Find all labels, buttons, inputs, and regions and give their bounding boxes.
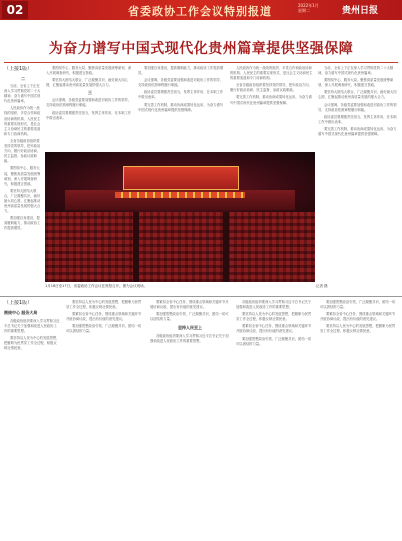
paragraph: 要坚持大团结大联合，广泛凝聚共识，画好最大同心圆，汇聚起推动贵州高质量发展的强大合力。 [4, 188, 41, 214]
paragraph: 要完善工作机制，推动协商成果转化运用，为奋力谱写中国式现代化贵州篇章提供坚强保障。 [138, 102, 224, 112]
aisle [223, 212, 229, 282]
paragraph: 人民政协作为统一战线的组织、多党合作和政治协商的机构、人民民主的重要实现形式，是社会主义协商民主的重要渠道和专门协商机构。 [4, 106, 41, 136]
audience-seats [45, 212, 315, 282]
paragraph: 各级政协组织要深入学习贯彻习近平总书记关于加强和改进人民政协工作的重要思想。 [236, 300, 312, 310]
paragraph: 人民政协作为统一战线的组织、多党合作和政治协商的机构、人民民主的重要实现形式，是社会主义协商民主的重要渠道和专门协商机构。 [230, 66, 313, 81]
paragraph: 政协委员要增强责任担当，发挥主体作用，在本职工作中做出表率。 [138, 90, 224, 100]
section-divider [0, 296, 402, 297]
date-lines: 2022年1月 星期二 [298, 3, 319, 13]
upper-column-5 [318, 66, 398, 292]
flag-row [115, 192, 245, 198]
paragraph: 要加强自身建设，提高履职能力，推动政协工作提质增效。 [4, 216, 41, 231]
photo-credit: 记者 摄 [316, 284, 328, 288]
paragraph: 要紧扣全省中心任务，围绕重点领域和关键环节开展协商议政，提出有价值的意见建议。 [320, 312, 396, 322]
paragraph: 当前，全省上下正在深入学习贯彻党的二十大精神，奋力谱写中国式现代化贵州篇章。 [318, 66, 394, 76]
paragraph: 全省各级政协组织要坚持党的领导，把牢政治方向，履行好政治协商、民主监督、参政议政职能。 [230, 83, 312, 93]
paragraph: 会议强调，各级党委要加强和改进对政协工作的领导，支持政协依照章程履行职能。 [318, 102, 397, 112]
lower-column-3 [150, 300, 230, 538]
photo-caption: 1月16日至17日，省委政协工作会议在贵阳召开。图为会议现场。 [45, 284, 148, 288]
paragraph: 要加强思想政治引领，广泛凝聚共识，团结一切可以团结的力量。 [150, 312, 229, 322]
lower-column-4 [236, 300, 314, 538]
headline: 为奋力谱写中国式现代化贵州篇章提供坚强保障 [48, 41, 354, 57]
paragraph: 要紧扣全省中心任务，围绕重点领域和关键环节开展协商议政，提出有价值的意见建议。 [150, 300, 229, 310]
paragraph: 要加强思想政治引领，广泛凝聚共识，团结一切可以团结的力量。 [66, 324, 142, 334]
section-title: 省委政协工作会议特别报道 [128, 5, 272, 18]
lower-byline: （上接1版） [4, 300, 33, 306]
paragraph: 各级政协组织要深入学习贯彻习近平总书记关于加强和改进人民政协工作的重要思想。 [4, 319, 60, 334]
paragraph: 要加强自身建设，提高履职能力，推动政协工作提质增效。 [138, 66, 224, 76]
paragraph: 要完善工作机制，推动协商成果转化运用，为奋力谱写中国式现代化贵州篇章提供坚强保障。 [230, 95, 312, 105]
subhead: 围绕中心 服务大局 [4, 310, 38, 315]
aisle [133, 212, 139, 282]
paragraph: 全省各级政协组织要坚持党的领导，把牢政治方向，履行好政治协商、民主监督、参政议政职能。 [4, 138, 41, 164]
lower-column-2 [66, 300, 144, 538]
headline-rule [4, 62, 398, 63]
lower-column-5 [320, 300, 398, 538]
page-number: 02 [2, 1, 28, 19]
paragraph: 各级政协组织要深入学习贯彻习近平总书记关于加强和改进人民政协工作的重要思想。 [150, 334, 229, 344]
paragraph: 要围绕中心、服务大局，聚焦高质量发展统筹谋划，深入开展调查研究，积极建言资政。 [4, 166, 41, 186]
masthead: 贵州日报 [342, 6, 379, 16]
upper-column-1 [4, 66, 42, 292]
upper-column-4 [230, 66, 314, 150]
paragraph: 当前，全省上下正在深入学习贯彻党的二十大精神，奋力谱写中国式现代化贵州篇章。 [4, 84, 41, 104]
paragraph: 要坚持以人民为中心的发展思想，把履职为民贯穿工作全过程，积极反映社情民意。 [320, 324, 396, 334]
paragraph: 政协委员要增强责任担当，发挥主体作用，在本职工作中做出表率。 [318, 114, 397, 124]
paragraph: 要紧扣全省中心任务，围绕重点领域和关键环节开展协商议政，提出有价值的意见建议。 [236, 324, 312, 334]
byline: （上接1版） [4, 66, 33, 72]
paragraph: 要坚持大团结大联合，广泛凝聚共识，画好最大同心圆，汇聚起推动贵州高质量发展的强大合力。 [318, 90, 397, 100]
stage-screen [123, 166, 239, 190]
conference-photo [45, 152, 315, 282]
paragraph: 要围绕中心、服务大局，聚焦高质量发展统筹谋划，深入开展调查研究，积极建言资政。 [318, 78, 394, 88]
paragraph: 要坚持以人民为中心的发展思想，把履职为民贯穿工作全过程，积极反映社情民意。 [4, 336, 60, 351]
paragraph: 会议强调，各级党委要加强和改进对政协工作的领导，支持政协依照章程履行职能。 [138, 78, 224, 88]
paragraph: 要坚持以人民为中心的发展思想，把履职为民贯穿工作全过程，积极反映社情民意。 [66, 300, 142, 310]
paragraph: 要加强思想政治引领，广泛凝聚共识，团结一切可以团结的力量。 [236, 336, 312, 346]
upper-column-3 [138, 66, 226, 150]
paragraph: 要加强思想政治引领，广泛凝聚共识，团结一切可以团结的力量。 [320, 300, 396, 310]
paragraph: 会议强调，各级党委要加强和改进对政协工作的领导，支持政协依照章程履行职能。 [46, 98, 132, 108]
paragraph: 要紧扣全省中心任务，围绕重点领域和关键环节开展协商议政，提出有价值的意见建议。 [66, 312, 142, 322]
paragraph: 政协委员要增强责任担当，发挥主体作用，在本职工作中做出表率。 [46, 110, 132, 120]
lower-column-1 [4, 300, 60, 538]
section-mark: 三 [88, 90, 92, 96]
paragraph: 要围绕中心、服务大局，聚焦高质量发展统筹谋划，深入开展调查研究，积极建言资政。 [46, 66, 132, 76]
paragraph: 要完善工作机制，推动协商成果转化运用，为奋力谱写中国式现代化贵州篇章提供坚强保障。 [318, 126, 397, 137]
upper-column-2 [46, 66, 134, 150]
section-banner [0, 0, 402, 20]
section-mark: 二 [21, 76, 25, 81]
subhead: 坚持人民至上 [178, 325, 202, 331]
paragraph: 要坚持大团结大联合，广泛凝聚共识，画好最大同心圆，汇聚起推动贵州高质量发展的强大合力。 [46, 78, 128, 88]
paragraph: 要坚持以人民为中心的发展思想，把履职为民贯穿工作全过程，积极反映社情民意。 [236, 312, 312, 322]
